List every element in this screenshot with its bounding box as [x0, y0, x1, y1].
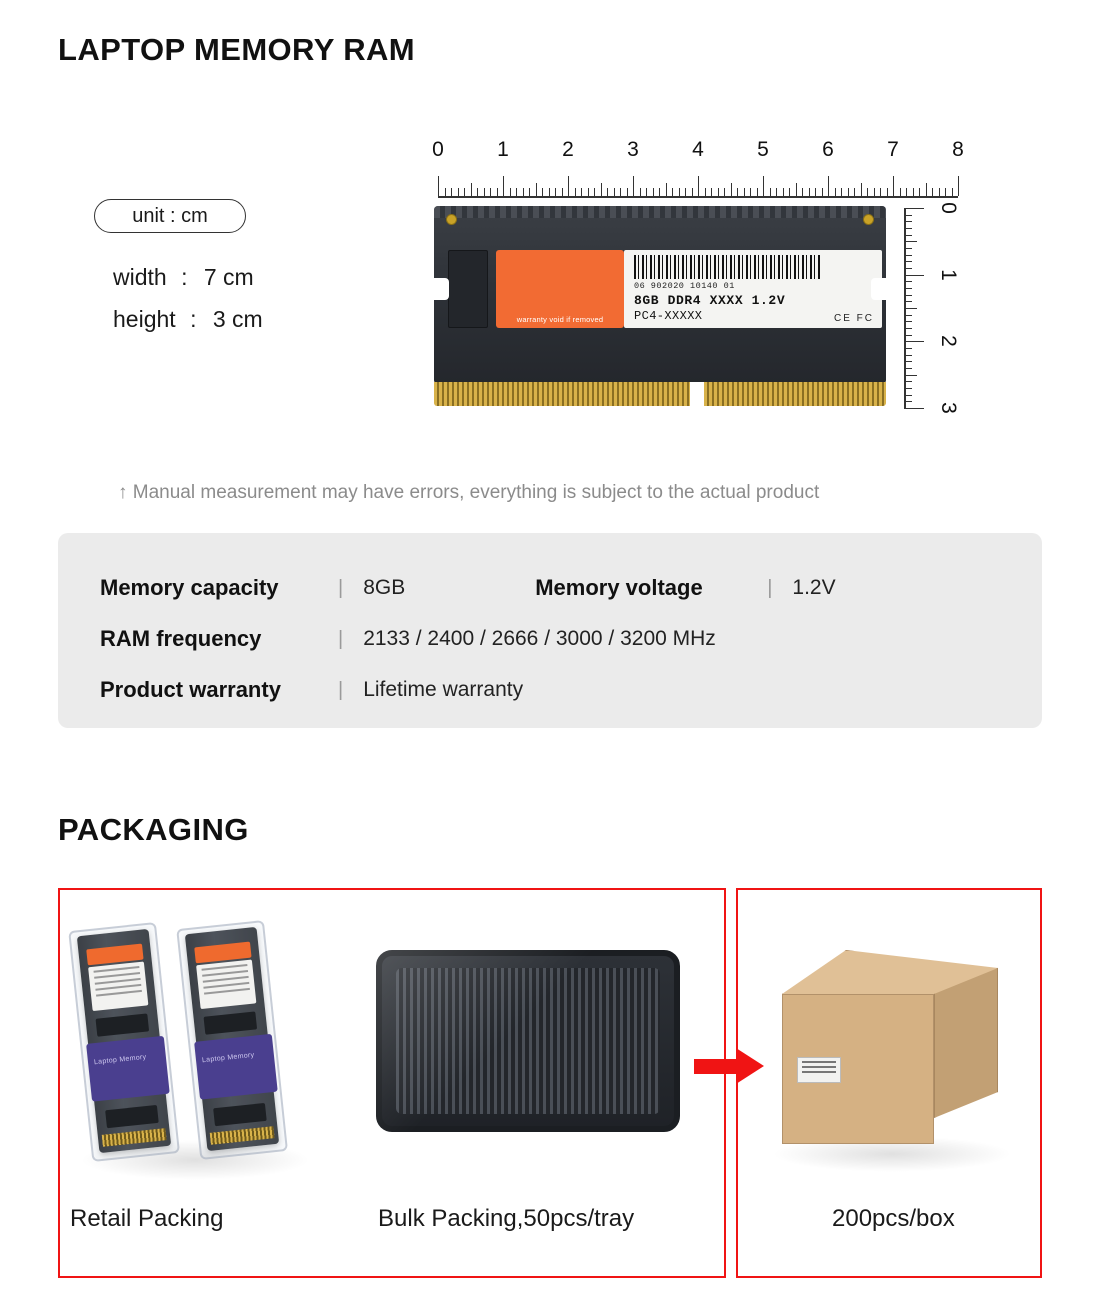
height-separator: : — [190, 306, 197, 332]
ruler-tick-major — [438, 176, 439, 196]
ram-module-image — [434, 206, 886, 406]
spec-separator: | — [767, 576, 773, 599]
ruler-tick-minor — [906, 188, 907, 196]
ruler-tick-minor — [939, 188, 940, 196]
ruler-tick-minor — [867, 188, 868, 196]
ram-chip — [448, 250, 488, 328]
ruler-tick-minor — [945, 188, 946, 196]
unit-badge — [94, 199, 246, 233]
unit-label: unit : cm — [132, 204, 208, 227]
ruler-tick-minor — [646, 188, 647, 196]
ruler-tick-label: 5 — [757, 138, 769, 161]
ruler-tick-minor — [516, 188, 517, 196]
ruler-tick-minor — [932, 188, 933, 196]
height-label: height — [113, 306, 176, 332]
ram-contact-key-notch — [690, 382, 704, 406]
carton-side-face — [934, 968, 998, 1118]
ruler-tick-minor — [445, 188, 446, 196]
measurement-disclaimer: ↑ Manual measurement may have errors, everything is subject to the actual product — [118, 482, 820, 503]
ruler-tick-label: 1 — [497, 138, 509, 161]
ruler-tick-minor — [904, 241, 917, 242]
ruler-tick-minor — [926, 183, 927, 196]
ruler-tick-minor — [718, 188, 719, 196]
ruler-tick-minor — [802, 188, 803, 196]
ruler-tick-minor — [887, 188, 888, 196]
spec-value: 1.2V — [792, 576, 836, 599]
table-row — [100, 673, 523, 707]
retail-packed-module — [77, 929, 171, 1153]
ruler-tick-minor — [451, 188, 452, 196]
horizontal-ruler-baseline — [438, 196, 958, 198]
ruler-tick-minor — [750, 188, 751, 196]
ruler-tick-minor — [904, 375, 917, 376]
ruler-tick-minor — [913, 188, 914, 196]
ruler-tick-major — [633, 176, 634, 196]
ram-pcb — [434, 206, 886, 384]
ruler-tick-minor — [666, 183, 667, 196]
ruler-tick-minor — [529, 188, 530, 196]
ruler-tick-minor — [542, 188, 543, 196]
module-spec-sticker — [624, 250, 882, 328]
ruler-tick-minor — [731, 183, 732, 196]
carton-box-image — [782, 950, 998, 1150]
ram-screw-right-icon — [863, 214, 874, 225]
ruler-tick-minor — [848, 188, 849, 196]
horizontal-ruler — [438, 170, 958, 196]
spec-value: 8GB — [363, 576, 406, 599]
ruler-tick-minor — [711, 188, 712, 196]
ruler-tick-minor — [737, 188, 738, 196]
ruler-tick-minor — [607, 188, 608, 196]
ruler-tick-label: 4 — [692, 138, 704, 161]
ruler-tick-minor — [789, 188, 790, 196]
ruler-tick-minor — [904, 308, 917, 309]
ruler-tick-minor — [458, 188, 459, 196]
bulk-packing-caption: Bulk Packing,50pcs/tray — [378, 1205, 635, 1232]
packaging-title: PACKAGING — [58, 812, 249, 847]
ruler-tick-minor — [809, 188, 810, 196]
module-spec-line-1: 8GB DDR4 XXXX 1.2V — [634, 293, 786, 308]
module-spec-line-2: PC4-XXXXX — [634, 309, 703, 323]
ram-gold-contacts — [434, 382, 886, 406]
spec-separator: | — [338, 576, 344, 599]
ruler-tick-minor — [783, 188, 784, 196]
width-dimension — [113, 264, 254, 291]
ruler-tick-minor — [614, 188, 615, 196]
ruler-tick-minor — [822, 188, 823, 196]
ruler-tick-minor — [770, 188, 771, 196]
arrow-right-icon — [694, 1048, 764, 1084]
width-label: width — [113, 264, 167, 290]
ruler-tick-major — [503, 176, 504, 196]
ruler-tick-minor — [841, 188, 842, 196]
ruler-tick-minor — [627, 188, 628, 196]
spec-table — [58, 533, 1042, 728]
ruler-tick-minor — [484, 188, 485, 196]
ruler-tick-minor — [640, 188, 641, 196]
ruler-tick-minor — [581, 188, 582, 196]
ram-notch-right — [871, 278, 887, 300]
ruler-tick-minor — [919, 188, 920, 196]
ruler-tick-major — [568, 176, 569, 196]
ruler-tick-minor — [536, 183, 537, 196]
barcode-number: 06 902020 10140 01 — [634, 281, 735, 291]
ruler-tick-major — [904, 341, 924, 342]
height-value: 3 cm — [212, 306, 263, 332]
spec-separator: | — [338, 678, 344, 701]
spec-key: Memory capacity — [100, 575, 279, 600]
ruler-tick-minor — [854, 188, 855, 196]
ruler-tick-minor — [549, 188, 550, 196]
ruler-tick-minor — [880, 188, 881, 196]
vertical-ruler-baseline — [904, 208, 906, 408]
module-purple-band: Laptop Memory — [86, 1036, 170, 1102]
ruler-tick-minor — [510, 188, 511, 196]
certification-marks: CE FC — [834, 313, 874, 324]
ruler-tick-minor — [692, 188, 693, 196]
retail-packed-module — [185, 927, 279, 1151]
ruler-tick-label: 6 — [822, 138, 834, 161]
bulk-tray-image — [376, 950, 680, 1132]
ruler-tick-minor — [757, 188, 758, 196]
product-measurement-photo — [420, 130, 980, 430]
height-dimension — [113, 306, 263, 333]
ruler-tick-minor — [705, 188, 706, 196]
ruler-tick-label: 1 — [936, 268, 960, 281]
table-row — [100, 571, 836, 605]
page-title: LAPTOP MEMORY RAM — [58, 32, 416, 67]
ruler-tick-label: 3 — [936, 402, 960, 414]
ruler-tick-minor — [523, 188, 524, 196]
ruler-tick-minor — [874, 188, 875, 196]
ruler-tick-major — [904, 408, 924, 409]
box-quantity-caption: 200pcs/box — [832, 1205, 955, 1232]
carton-front-face — [782, 994, 934, 1144]
ruler-tick-minor — [620, 188, 621, 196]
ruler-tick-minor — [471, 183, 472, 196]
ruler-tick-minor — [861, 183, 862, 196]
spec-value: 2133 / 2400 / 2666 / 3000 / 3200 MHz — [363, 627, 716, 650]
ruler-tick-label: 2 — [936, 335, 960, 348]
ruler-tick-minor — [464, 188, 465, 196]
table-row — [100, 622, 716, 656]
ruler-tick-major — [828, 176, 829, 196]
ruler-tick-minor — [952, 188, 953, 196]
width-separator: : — [181, 264, 188, 290]
width-value: 7 cm — [203, 264, 254, 290]
ruler-tick-label: 0 — [936, 202, 960, 214]
ruler-tick-minor — [497, 188, 498, 196]
ruler-tick-major — [958, 176, 959, 196]
shipping-label-icon — [797, 1057, 841, 1083]
retail-packing-caption: Retail Packing — [70, 1205, 224, 1232]
ruler-tick-minor — [835, 188, 836, 196]
spec-key: RAM frequency — [100, 626, 262, 651]
ruler-tick-minor — [815, 188, 816, 196]
ruler-tick-major — [698, 176, 699, 196]
ruler-tick-major — [763, 176, 764, 196]
spec-key: Product warranty — [100, 677, 281, 702]
spec-key: Memory voltage — [535, 575, 703, 600]
ruler-tick-minor — [685, 188, 686, 196]
ruler-tick-minor — [588, 188, 589, 196]
ruler-tick-label: 3 — [627, 138, 639, 161]
ruler-tick-minor — [562, 188, 563, 196]
module-purple-band: Laptop Memory — [194, 1034, 278, 1100]
ruler-tick-minor — [601, 183, 602, 196]
ruler-tick-label: 0 — [432, 138, 444, 161]
ruler-tick-minor — [900, 188, 901, 196]
ruler-tick-label: 2 — [562, 138, 574, 161]
ruler-tick-minor — [724, 188, 725, 196]
ruler-tick-minor — [679, 188, 680, 196]
ruler-tick-major — [893, 176, 894, 196]
ruler-tick-minor — [776, 188, 777, 196]
ruler-tick-minor — [594, 188, 595, 196]
ruler-tick-minor — [653, 188, 654, 196]
ruler-tick-minor — [672, 188, 673, 196]
ruler-tick-label: 7 — [887, 138, 899, 161]
ruler-tick-minor — [659, 188, 660, 196]
ruler-tick-major — [904, 208, 924, 209]
ram-notch-left — [433, 278, 449, 300]
ruler-tick-minor — [744, 188, 745, 196]
warranty-sticker — [496, 250, 624, 328]
ruler-tick-label: 8 — [952, 138, 964, 161]
barcode-icon — [634, 255, 822, 279]
module-white-label — [196, 959, 256, 1009]
ruler-tick-minor — [477, 188, 478, 196]
ram-screw-left-icon — [446, 214, 457, 225]
ruler-tick-minor — [490, 188, 491, 196]
ruler-tick-minor — [796, 183, 797, 196]
ruler-tick-major — [904, 275, 924, 276]
ruler-tick-minor — [555, 188, 556, 196]
spec-separator: | — [338, 627, 344, 650]
module-white-label — [88, 961, 148, 1011]
spec-value: Lifetime warranty — [363, 678, 524, 701]
vertical-ruler — [904, 208, 932, 408]
warranty-sticker-text: warranty void if removed — [516, 315, 604, 324]
ruler-tick-minor — [575, 188, 576, 196]
